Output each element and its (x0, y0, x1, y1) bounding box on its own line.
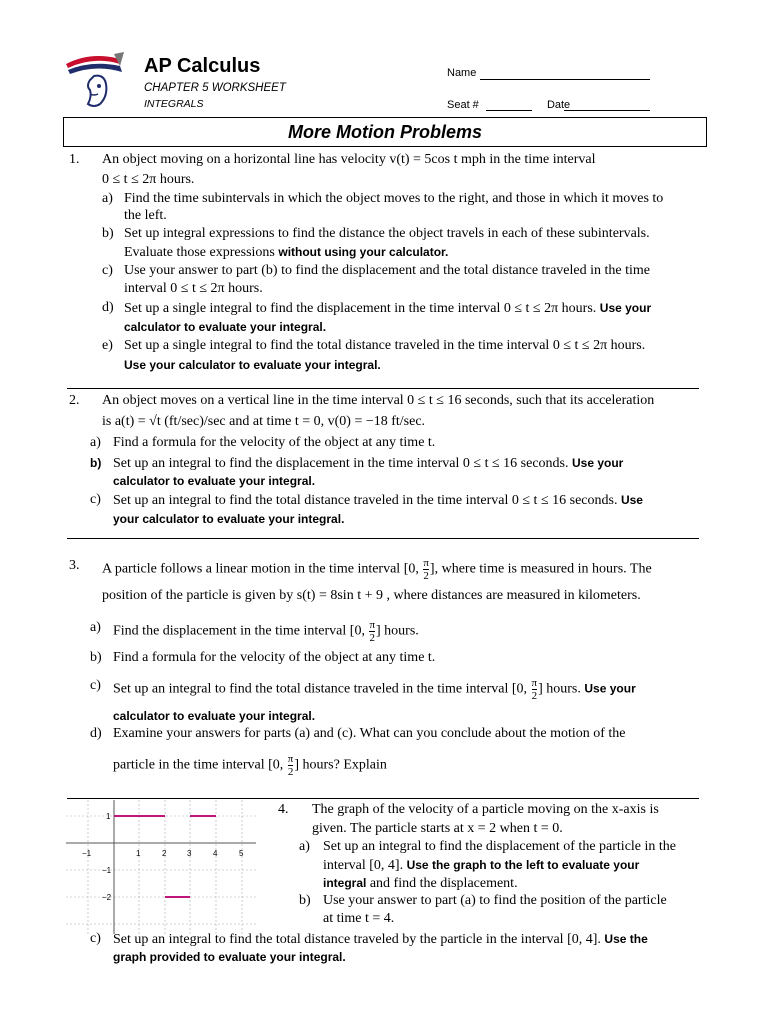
p2-part-b-line1: Set up an integral to find the displacement in the time interval 0 ≤ t ≤ 16 seconds. Use your (113, 456, 624, 471)
part-label: a) (299, 839, 310, 854)
x-tick-label: 3 (187, 849, 192, 858)
velocity-graph (66, 800, 256, 934)
p4-part-a-line2: interval [0, 4]. Use the graph to the left to evaluate your (323, 858, 640, 873)
x-tick-label: −1 (82, 849, 92, 858)
topic-label: INTEGRALS (144, 98, 204, 110)
p4-part-b-line2: at time t = 4. (323, 911, 395, 926)
problem-4-number: 4. (278, 802, 289, 817)
problem-3-intro: A particle follows a linear motion in the time interval [0, $\frac{\pi}{2}$ ], where time is measured in hours. The (102, 557, 652, 582)
p3-part-b: Find a formula for the velocity of the object at any time t. (113, 650, 436, 665)
p1-part-e-line2: Use your calculator to evaluate your integral. (124, 358, 381, 372)
part-label: c) (102, 263, 113, 278)
fraction-pi-over-2: $\frac{\pi}{2}$ (287, 753, 294, 778)
course-title: AP Calculus (144, 55, 261, 77)
page-title-box (63, 117, 707, 147)
page-title: More Motion Problems (287, 122, 482, 142)
p3-part-d-line2: particle in the time interval [0, $\frac{\pi}{2}$ ] hours? Explain (113, 753, 387, 778)
p3-part-c-line1: Set up an integral to find the total distance traveled in the time interval [0, $\frac{\pi}{2}$ ] hours. Use your (113, 677, 636, 702)
part-label: a) (90, 435, 101, 450)
y-tick-label: 1 (106, 812, 111, 821)
seat-label: Seat # Date (447, 99, 571, 111)
p3-part-c-line2: calculator to evaluate your integral. (113, 709, 316, 723)
part-label: b) (90, 456, 102, 470)
p1-part-b-line2: Evaluate those expressions without using your calculator. (124, 245, 449, 260)
seat-field[interactable] (486, 110, 532, 111)
school-logo (64, 50, 130, 114)
part-label: a) (90, 620, 101, 635)
worksheet-label: CHAPTER 5 WORKSHEET (144, 82, 286, 94)
p1-part-b-line1: Set up integral expressions to find the distance the object travels in each of these subintervals. (124, 226, 650, 241)
fraction-pi-over-2: $\frac{\pi}{2}$ (531, 677, 538, 702)
p1-part-c-line2: interval 0 ≤ t ≤ 2π hours. (124, 281, 263, 296)
logo-face (88, 76, 106, 106)
x-tick-label: 1 (136, 849, 141, 858)
p1-part-d-line1: Set up a single integral to find the displacement in the time interval 0 ≤ t ≤ 2π hours. Use your (124, 301, 652, 316)
problem-3-number: 3. (69, 558, 80, 573)
part-label: b) (90, 650, 102, 665)
p1-part-a-line1: Find the time subintervals in which the object moves to the right, and those in which it moves to (124, 191, 664, 206)
part-label: b) (102, 226, 114, 241)
p3-part-d-line1: Examine your answers for parts (a) and (c). What can you conclude about the motion of the (113, 726, 626, 741)
name-label: Name (447, 67, 477, 79)
part-label: c) (90, 678, 101, 693)
p1-part-e-line1: Set up a single integral to find the total distance traveled in the time interval 0 ≤ t ≤ 2π hours. (124, 338, 646, 353)
part-label: c) (90, 931, 101, 946)
fraction-pi-over-2: $\frac{\pi}{2}$ (423, 557, 429, 582)
part-label: d) (102, 300, 114, 315)
x-tick-label: 4 (213, 849, 218, 858)
name-field[interactable] (480, 79, 650, 80)
p4-part-a-line3: integral and find the displacement. (323, 876, 518, 891)
logo-blue-stripe (68, 64, 122, 74)
divider (67, 798, 699, 799)
problem-2-number: 2. (69, 393, 80, 408)
problem-4-start: given. The particle starts at x = 2 when t = 0. (312, 821, 563, 836)
y-tick-label: −1 (102, 866, 112, 875)
problem-3-position: position of the particle is given by s(t) = 8sin t + 9 , where distances are measured in kilometers. (102, 588, 641, 603)
part-label: c) (90, 492, 101, 507)
p2-part-c-line2: your calculator to evaluate your integral. (113, 512, 345, 526)
p4-part-c-line2: graph provided to evaluate your integral. (113, 950, 346, 964)
part-label: a) (102, 191, 113, 206)
problem-1-number: 1. (69, 152, 80, 167)
problem-1-intro: An object moving on a horizontal line has velocity v(t) = 5cos t mph in the time interval (102, 152, 596, 167)
p2-part-c-line1: Set up an integral to find the total distance traveled in the time interval 0 ≤ t ≤ 16 seconds. Use (113, 493, 643, 508)
p1-part-a-line2: the left. (124, 208, 167, 223)
p4-part-c-line1: Set up an integral to find the total distance traveled by the particle in the interval [0, 4]. Use the (113, 932, 648, 947)
p4-part-b-line1: Use your answer to part (a) to find the position of the particle (323, 893, 667, 908)
y-tick-label: −2 (102, 893, 112, 902)
problem-1-interval: 0 ≤ t ≤ 2π hours. (102, 172, 195, 187)
date-field[interactable] (564, 110, 650, 111)
x-tick-label: 5 (239, 849, 244, 858)
problem-2-acceleration: is a(t) = √t (ft/sec)/sec and at time t = 0, v(0) = −18 ft/sec. (102, 414, 426, 429)
p2-part-a: Find a formula for the velocity of the object at any time t. (113, 435, 436, 450)
problem-4-intro: The graph of the velocity of a particle moving on the x-axis is (312, 802, 659, 817)
p1-part-d-line2: calculator to evaluate your integral. (124, 320, 327, 334)
date-label: Date (546, 99, 571, 111)
divider (67, 538, 699, 539)
p3-part-a: Find the displacement in the time interval [0, $\frac{\pi}{2}$ ] hours. (113, 619, 419, 644)
part-label: e) (102, 338, 113, 353)
part-label: d) (90, 726, 102, 741)
problem-2-intro: An object moves on a vertical line in the time interval 0 ≤ t ≤ 16 seconds, such that its acceleration (102, 393, 655, 408)
graph-grid (66, 800, 256, 934)
p1-part-c-line1: Use your answer to part (b) to find the displacement and the total distance traveled in the time (124, 263, 650, 278)
part-label: b) (299, 893, 311, 908)
x-tick-label: 2 (162, 849, 167, 858)
p4-part-a-line1: Set up an integral to find the displacement of the particle in the (323, 839, 677, 854)
divider (67, 388, 699, 389)
fraction-pi-over-2: $\frac{\pi}{2}$ (369, 619, 376, 644)
p2-part-b-line2: calculator to evaluate your integral. (113, 474, 316, 488)
